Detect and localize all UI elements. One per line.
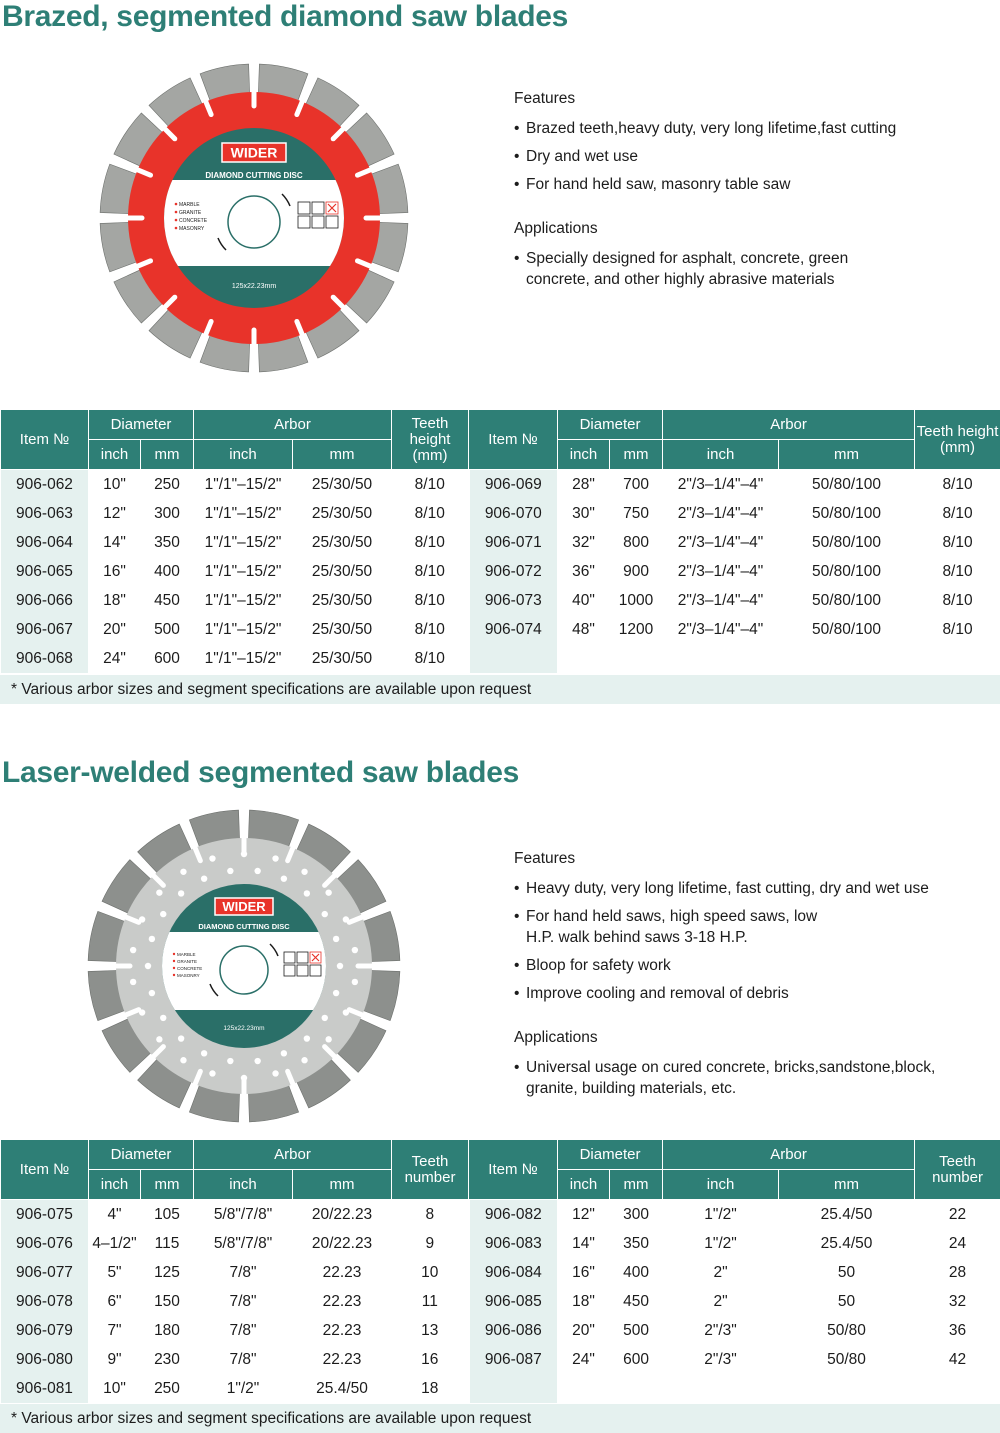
empty-cell	[558, 1374, 610, 1403]
table-cell: 7/8"	[194, 1345, 293, 1374]
item-number-cell: 906-079	[1, 1316, 89, 1345]
table-cell: 1"/2"	[663, 1229, 779, 1258]
table-cell: 50/80/100	[779, 499, 915, 528]
cooling-hole	[156, 1036, 162, 1042]
arbor-header: Arbor	[194, 410, 392, 440]
mm-header: mm	[610, 1170, 663, 1200]
cooling-hole	[130, 979, 136, 985]
table-cell: 105	[141, 1200, 194, 1230]
material-marble: MARBLE	[177, 952, 196, 957]
item-header: Item №	[1, 410, 89, 470]
table-cell: 42	[915, 1345, 1000, 1374]
table-cell: 2"/3–1/4"–4"	[663, 586, 779, 615]
item-number-cell: 906-077	[1, 1258, 89, 1287]
table-cell: 250	[141, 470, 194, 500]
inch-header: inch	[89, 440, 141, 470]
table-cell: 22	[915, 1200, 1000, 1230]
table-cell: 12"	[558, 1200, 610, 1230]
table-cell: 1"/2"	[194, 1374, 293, 1403]
features-heading: Features	[514, 90, 576, 107]
table-cell: 10"	[89, 1374, 141, 1403]
table-cell: 8/10	[915, 528, 1000, 557]
material-granite: GRANITE	[177, 959, 198, 964]
table-row	[1, 1200, 1000, 1230]
table-cell: 10	[392, 1258, 469, 1287]
material-concrete: CONCRETE	[179, 218, 208, 224]
table-cell: 7/8"	[194, 1287, 293, 1316]
table-cell: 2"	[663, 1258, 779, 1287]
table-cell: 7"	[89, 1316, 141, 1345]
table-cell: 4–1/2"	[89, 1229, 141, 1258]
table-cell: 36"	[558, 557, 610, 586]
table-cell: 25/30/50	[293, 586, 392, 615]
table-cell: 25.4/50	[779, 1200, 915, 1230]
table-cell: 8/10	[392, 528, 469, 557]
cooling-hole	[304, 1035, 310, 1041]
table-row	[1, 1258, 1000, 1287]
table-cell: 1"/1"–15/2"	[194, 499, 293, 528]
table-row	[1, 528, 1000, 557]
cooling-hole	[333, 936, 339, 942]
table-cell: 4"	[89, 1200, 141, 1230]
table-cell: 16"	[558, 1258, 610, 1287]
table-cell: 1200	[610, 615, 663, 644]
table-cell: 800	[610, 528, 663, 557]
table-cell: 14"	[89, 528, 141, 557]
table-cell: 1"/1"–15/2"	[194, 644, 293, 673]
brazed-info	[514, 88, 984, 313]
table-cell: 25/30/50	[293, 499, 392, 528]
features-heading: Features	[514, 850, 576, 867]
applications-heading: Applications	[514, 1029, 598, 1046]
table-cell: 13	[392, 1316, 469, 1345]
table-cell: 7/8"	[194, 1258, 293, 1287]
table-cell: 12"	[89, 499, 141, 528]
table-cell: 900	[610, 557, 663, 586]
item-number-cell: 906-065	[1, 557, 89, 586]
table-cell: 700	[610, 470, 663, 500]
table-cell: 2"/3–1/4"–4"	[663, 557, 779, 586]
inch-header: inch	[558, 1170, 610, 1200]
item-number-cell: 906-076	[1, 1229, 89, 1258]
table-cell: 2"	[663, 1287, 779, 1316]
laser-info	[514, 848, 984, 1122]
table-cell: 600	[141, 644, 194, 673]
cooling-hole	[160, 1015, 166, 1021]
diameter-header: Diameter	[89, 410, 194, 440]
table-row	[1, 557, 1000, 586]
inch-header: inch	[194, 440, 293, 470]
table-cell: 500	[141, 615, 194, 644]
table-cell: 20"	[558, 1316, 610, 1345]
table-cell: 750	[610, 499, 663, 528]
table-cell: 150	[141, 1287, 194, 1316]
table-cell: 50/80/100	[779, 470, 915, 500]
laser-blade-image	[84, 806, 404, 1126]
cooling-hole	[333, 990, 339, 996]
empty-cell	[469, 1374, 558, 1403]
table-cell: 6"	[89, 1287, 141, 1316]
item-number-cell: 906-085	[469, 1287, 558, 1316]
brand-logo-text: WIDER	[222, 899, 266, 914]
material-concrete: CONCRETE	[177, 966, 203, 971]
table-cell: 8/10	[392, 557, 469, 586]
cooling-hole	[301, 1057, 307, 1063]
table-cell: 7/8"	[194, 1316, 293, 1345]
applications-list	[514, 248, 984, 290]
cooling-hole	[130, 947, 136, 953]
table-cell: 25.4/50	[779, 1229, 915, 1258]
table-cell: 8	[392, 1200, 469, 1230]
table-cell: 125	[141, 1258, 194, 1287]
item-number-cell: 906-073	[469, 586, 558, 615]
feature-item: • Heavy duty, very long lifetime, fast cutting, dry and wet use	[514, 878, 984, 899]
table-cell: 400	[610, 1258, 663, 1287]
table-cell: 20/22.23	[293, 1200, 392, 1230]
table-cell: 8/10	[392, 586, 469, 615]
table-cell: 5"	[89, 1258, 141, 1287]
table-cell: 8/10	[915, 557, 1000, 586]
empty-cell	[915, 644, 1000, 673]
empty-cell	[663, 1374, 779, 1403]
table-cell: 25/30/50	[293, 644, 392, 673]
table-cell: 28	[915, 1258, 1000, 1287]
inch-header: inch	[558, 440, 610, 470]
table-cell: 22.23	[293, 1287, 392, 1316]
table-row	[1, 1287, 1000, 1316]
arbor-hole	[220, 946, 268, 994]
table-cell: 450	[610, 1287, 663, 1316]
table-cell: 230	[141, 1345, 194, 1374]
item-number-cell: 906-069	[469, 470, 558, 500]
arbor-hole	[228, 196, 280, 248]
cooling-hole	[201, 875, 207, 881]
table-cell: 1"/1"–15/2"	[194, 528, 293, 557]
item-number-cell: 906-064	[1, 528, 89, 557]
mm-header: mm	[293, 1170, 392, 1200]
item-number-cell: 906-063	[1, 499, 89, 528]
table-cell: 2"/3–1/4"–4"	[663, 615, 779, 644]
blade-label-text: DIAMOND CUTTING DISC	[205, 171, 303, 180]
empty-cell	[779, 1374, 915, 1403]
item-number-cell: 906-070	[469, 499, 558, 528]
table-cell: 8/10	[915, 470, 1000, 500]
table-cell: 30"	[558, 499, 610, 528]
table-cell: 5/8"/7/8"	[194, 1200, 293, 1230]
cooling-hole	[145, 963, 151, 969]
table-cell: 8/10	[915, 499, 1000, 528]
table-cell: 18"	[558, 1287, 610, 1316]
diameter-header: Diameter	[89, 1140, 194, 1170]
table-cell: 450	[141, 586, 194, 615]
table-row	[1, 1316, 1000, 1345]
table-cell: 16	[392, 1345, 469, 1374]
diameter-header: Diameter	[558, 1140, 663, 1170]
feature-item: • Improve cooling and removal of debris	[514, 983, 984, 1004]
cooling-hole	[337, 963, 343, 969]
material-masonry: MASONRY	[179, 226, 205, 232]
cooling-hole	[201, 1050, 207, 1056]
cooling-hole	[209, 855, 215, 861]
feature-item: • Dry and wet use	[514, 146, 984, 167]
table-cell: 20"	[89, 615, 141, 644]
cooling-hole	[227, 1058, 233, 1064]
section-title-laser: Laser-welded segmented saw blades	[2, 756, 519, 789]
teeth-number-header: Teeth number	[392, 1140, 469, 1200]
item-header: Item №	[469, 1140, 558, 1200]
table-cell: 8/10	[392, 644, 469, 673]
table-cell: 600	[610, 1345, 663, 1374]
table-cell: 50/80/100	[779, 557, 915, 586]
cooling-hole	[272, 1070, 278, 1076]
item-number-cell: 906-083	[469, 1229, 558, 1258]
table-cell: 50/80/100	[779, 615, 915, 644]
mm-header: mm	[293, 440, 392, 470]
teeth-height-header: Teeth height (mm)	[392, 410, 469, 470]
mm-header: mm	[141, 1170, 194, 1200]
item-number-cell: 906-066	[1, 586, 89, 615]
table-cell: 2"/3–1/4"–4"	[663, 499, 779, 528]
table-cell: 24"	[558, 1345, 610, 1374]
cooling-hole	[304, 890, 310, 896]
table-cell: 300	[141, 499, 194, 528]
item-number-cell: 906-082	[469, 1200, 558, 1230]
item-number-cell: 906-074	[469, 615, 558, 644]
table-cell: 50	[779, 1258, 915, 1287]
cooling-hole	[209, 1070, 215, 1076]
table-cell: 50	[779, 1287, 915, 1316]
table-cell: 1"/1"–15/2"	[194, 615, 293, 644]
empty-cell	[610, 1374, 663, 1403]
teeth-height-header: Teeth height (mm)	[915, 410, 1000, 470]
application-item: • Specially designed for asphalt, concrete, green concrete, and other highly abrasive materials	[514, 248, 886, 290]
arbor-header: Arbor	[194, 1140, 392, 1170]
cooling-hole	[272, 855, 278, 861]
cooling-hole	[322, 911, 328, 917]
cooling-hole	[156, 889, 162, 895]
cooling-hole	[149, 936, 155, 942]
item-number-cell: 906-072	[469, 557, 558, 586]
table-cell: 350	[141, 528, 194, 557]
table-cell: 300	[610, 1200, 663, 1230]
cooling-hole	[281, 1050, 287, 1056]
applications-list	[514, 1057, 984, 1099]
cooling-hole	[325, 1036, 331, 1042]
table-cell: 1000	[610, 586, 663, 615]
table-cell: 2"/3–1/4"–4"	[663, 470, 779, 500]
table-cell: 48"	[558, 615, 610, 644]
item-number-cell: 906-067	[1, 615, 89, 644]
mm-header: mm	[779, 1170, 915, 1200]
arbor-header: Arbor	[663, 1140, 915, 1170]
empty-cell	[558, 644, 610, 673]
brazed-footnote: * Various arbor sizes and segment specifications are available upon request	[0, 675, 1000, 704]
applications-heading: Applications	[514, 220, 598, 237]
cooling-hole	[254, 1058, 260, 1064]
cooling-hole	[322, 1015, 328, 1021]
cooling-hole	[352, 979, 358, 985]
item-number-cell: 906-071	[469, 528, 558, 557]
table-cell: 8/10	[392, 615, 469, 644]
empty-cell	[779, 644, 915, 673]
table-row	[1, 499, 1000, 528]
table-row	[1, 644, 1000, 673]
table-cell: 25/30/50	[293, 615, 392, 644]
mm-header: mm	[141, 440, 194, 470]
mm-header: mm	[779, 440, 915, 470]
teeth-number-header: Teeth number	[915, 1140, 1000, 1200]
arbor-header: Arbor	[663, 410, 915, 440]
inch-header: inch	[663, 440, 779, 470]
cooling-hole	[281, 875, 287, 881]
table-cell: 2"/3"	[663, 1345, 779, 1374]
table-cell: 32"	[558, 528, 610, 557]
table-cell: 350	[610, 1229, 663, 1258]
table-cell: 8/10	[392, 470, 469, 500]
table-cell: 25.4/50	[293, 1374, 392, 1403]
material-masonry: MASONRY	[177, 973, 200, 978]
table-cell: 11	[392, 1287, 469, 1316]
material-marble: MARBLE	[179, 202, 200, 208]
table-cell: 8/10	[915, 615, 1000, 644]
features-list	[514, 878, 984, 1004]
table-row	[1, 615, 1000, 644]
table-cell: 8/10	[915, 586, 1000, 615]
inch-header: inch	[663, 1170, 779, 1200]
table-cell: 22.23	[293, 1258, 392, 1287]
item-header: Item №	[1, 1140, 89, 1200]
diameter-header: Diameter	[558, 410, 663, 440]
table-cell: 180	[141, 1316, 194, 1345]
cooling-hole	[178, 1035, 184, 1041]
empty-cell	[663, 644, 779, 673]
table-cell: 10"	[89, 470, 141, 500]
table-row	[1, 470, 1000, 500]
blade-size-text: 125x22.23mm	[223, 1025, 265, 1032]
table-cell: 22.23	[293, 1316, 392, 1345]
table-cell: 2"/3–1/4"–4"	[663, 528, 779, 557]
table-cell: 8/10	[392, 499, 469, 528]
empty-cell	[469, 644, 558, 673]
item-header: Item №	[469, 410, 558, 470]
blade-label-text: DIAMOND CUTTING DISC	[198, 922, 290, 931]
cooling-hole	[325, 889, 331, 895]
inch-header: inch	[89, 1170, 141, 1200]
table-cell: 25/30/50	[293, 528, 392, 557]
table-cell: 250	[141, 1374, 194, 1403]
cooling-hole	[352, 947, 358, 953]
table-row	[1, 1345, 1000, 1374]
cooling-hole	[178, 890, 184, 896]
table-cell: 32	[915, 1287, 1000, 1316]
section-title-brazed: Brazed, segmented diamond saw blades	[2, 0, 569, 33]
table-cell: 2"/3"	[663, 1316, 779, 1345]
table-cell: 25/30/50	[293, 470, 392, 500]
material-granite: GRANITE	[179, 210, 202, 216]
table-cell: 50/80/100	[779, 586, 915, 615]
table-cell: 500	[610, 1316, 663, 1345]
table-row	[1, 1374, 1000, 1403]
table-cell: 20/22.23	[293, 1229, 392, 1258]
cooling-hole	[180, 1057, 186, 1063]
table-cell: 18	[392, 1374, 469, 1403]
table-cell: 14"	[558, 1229, 610, 1258]
laser-spec-table	[0, 1139, 1000, 1403]
table-cell: 28"	[558, 470, 610, 500]
table-cell: 1"/1"–15/2"	[194, 470, 293, 500]
item-number-cell: 906-068	[1, 644, 89, 673]
cooling-hole	[254, 868, 260, 874]
empty-cell	[915, 1374, 1000, 1403]
table-cell: 115	[141, 1229, 194, 1258]
table-cell: 50/80	[779, 1316, 915, 1345]
feature-item: • For hand held saws, high speed saws, low H.P. walk behind saws 3-18 H.P.	[514, 906, 846, 948]
table-cell: 400	[141, 557, 194, 586]
item-number-cell: 906-075	[1, 1200, 89, 1230]
table-cell: 1"/1"–15/2"	[194, 586, 293, 615]
feature-item: • Bloop for safety work	[514, 955, 984, 976]
item-number-cell: 906-087	[469, 1345, 558, 1374]
table-cell: 1"/2"	[663, 1200, 779, 1230]
mm-header: mm	[610, 440, 663, 470]
item-number-cell: 906-086	[469, 1316, 558, 1345]
table-cell: 9"	[89, 1345, 141, 1374]
inch-header: inch	[194, 1170, 293, 1200]
table-cell: 16"	[89, 557, 141, 586]
table-cell: 1"/1"–15/2"	[194, 557, 293, 586]
table-cell: 50/80	[779, 1345, 915, 1374]
cooling-hole	[180, 869, 186, 875]
item-number-cell: 906-080	[1, 1345, 89, 1374]
feature-item: • For hand held saw, masonry table saw	[514, 174, 984, 195]
item-number-cell: 906-081	[1, 1374, 89, 1403]
table-cell: 5/8"/7/8"	[194, 1229, 293, 1258]
cooling-hole	[160, 911, 166, 917]
table-row	[1, 1229, 1000, 1258]
table-row	[1, 586, 1000, 615]
table-cell: 40"	[558, 586, 610, 615]
application-item: • Universal usage on cured concrete, bricks,sandstone,block, granite, building materials, etc.	[514, 1057, 976, 1099]
cooling-hole	[227, 868, 233, 874]
table-cell: 9	[392, 1229, 469, 1258]
table-cell: 18"	[89, 586, 141, 615]
empty-cell	[610, 644, 663, 673]
table-cell: 25/30/50	[293, 557, 392, 586]
table-cell: 24	[915, 1229, 1000, 1258]
table-cell: 36	[915, 1316, 1000, 1345]
features-list	[514, 118, 984, 195]
laser-footnote: * Various arbor sizes and segment specifications are available upon request	[0, 1404, 1000, 1433]
brazed-blade-image	[94, 58, 414, 378]
table-cell: 24"	[89, 644, 141, 673]
brand-logo-text: WIDER	[230, 144, 278, 161]
brazed-spec-table	[0, 409, 1000, 673]
blade-size-text: 125x22.23mm	[231, 283, 277, 290]
feature-item: • Brazed teeth,heavy duty, very long lifetime,fast cutting	[514, 118, 984, 139]
item-number-cell: 906-062	[1, 470, 89, 500]
item-number-cell: 906-078	[1, 1287, 89, 1316]
table-cell: 50/80/100	[779, 528, 915, 557]
item-number-cell: 906-084	[469, 1258, 558, 1287]
cooling-hole	[301, 869, 307, 875]
table-cell: 22.23	[293, 1345, 392, 1374]
cooling-hole	[149, 990, 155, 996]
